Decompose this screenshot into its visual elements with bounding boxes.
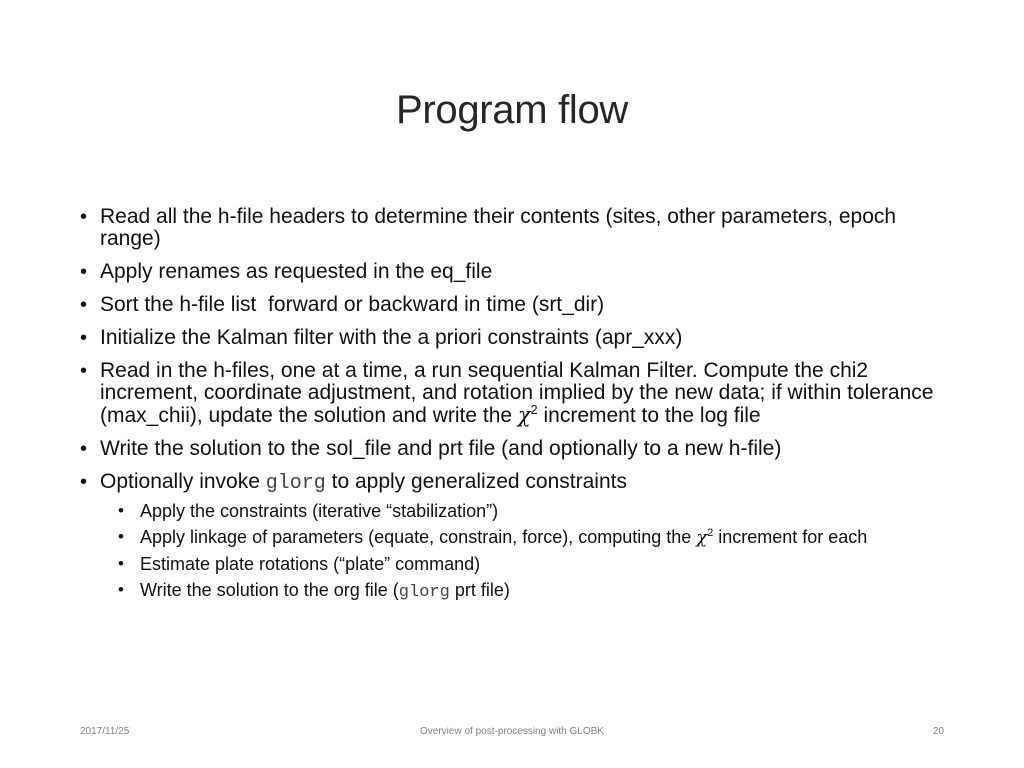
bullet-marker: •: [80, 438, 88, 460]
superscript: 2: [530, 403, 538, 417]
bullet-text: [100, 470, 627, 493]
chi-symbol: χ: [696, 527, 708, 548]
sub-bullet-text-part: Write the solution to the org file (: [140, 580, 399, 600]
bullet-text: Sort the h-file list forward or backward in time (srt_dir): [100, 293, 605, 316]
slide-number: 20: [932, 726, 944, 737]
slide-title: Program flow: [395, 88, 629, 132]
bullet-text-part: increment to the log file: [537, 404, 761, 427]
sub-bullet-text-part: prt file): [449, 580, 510, 600]
bullet-text-part: Read in the h-files, one at a time, a run sequential Kalman Filter. Compute the chi2 increment, coordinate adjustment, and rotation implied by the new data; if within tolerance (max_chii), update the solution and write the: [100, 359, 934, 427]
bullet-item: [80, 261, 950, 283]
sub-bullet-item: [118, 554, 950, 574]
sub-bullet-text: Estimate plate rotations (“plate” command): [140, 554, 481, 574]
sub-bullet-text-part: Apply linkage of parameters (equate, constrain, force), computing the: [140, 527, 697, 547]
bullet-marker: •: [80, 471, 88, 493]
bullet-item: [80, 438, 950, 460]
bullet-item: [80, 327, 950, 349]
bullet-marker: •: [80, 261, 88, 283]
code-text: glorg: [398, 583, 450, 602]
bullet-item: [80, 206, 950, 250]
bullet-marker: •: [80, 294, 88, 316]
bullet-marker: •: [80, 206, 88, 228]
bullet-marker: •: [118, 501, 124, 520]
bullet-text: Read all the h-file headers to determine their contents (sites, other parameters, epoch range): [100, 205, 897, 250]
bullet-marker: •: [118, 527, 124, 546]
sub-bullet-item: [118, 527, 950, 548]
bullet-text: Initialize the Kalman filter with the a priori constraints (apr_xxx): [100, 326, 683, 349]
chi-symbol: χ: [517, 403, 531, 427]
sub-bullet-item: [118, 501, 950, 521]
bullet-marker: •: [80, 327, 88, 349]
sub-bullet-text: [140, 527, 867, 547]
bullet-marker: •: [118, 554, 124, 573]
bullet-marker: •: [118, 580, 124, 599]
footer-date: 2017/11/25: [80, 726, 130, 737]
bullet-item: [80, 471, 950, 495]
bullet-marker: •: [80, 360, 88, 382]
sub-bullet-item: [118, 580, 950, 603]
sub-bullet-text: Apply the constraints (iterative “stabilization”): [140, 501, 499, 521]
footer-title: Overview of post-processing with GLOBK: [420, 726, 604, 737]
bullet-text: [100, 359, 933, 427]
sub-bullet-text: [140, 580, 510, 600]
bullet-list: [80, 206, 950, 609]
sub-bullet-text-part: increment for each: [713, 527, 868, 547]
bullet-text-part: Optionally invoke: [100, 470, 266, 493]
bullet-text: Write the solution to the sol_file and prt file (and optionally to a new h-file): [100, 437, 782, 460]
superscript: 2: [707, 527, 714, 539]
code-text: glorg: [265, 472, 326, 495]
bullet-text: Apply renames as requested in the eq_file: [100, 260, 493, 283]
bullet-item: [80, 294, 950, 316]
bullet-text-part: to apply generalized constraints: [325, 470, 627, 493]
bullet-item: [80, 360, 950, 427]
